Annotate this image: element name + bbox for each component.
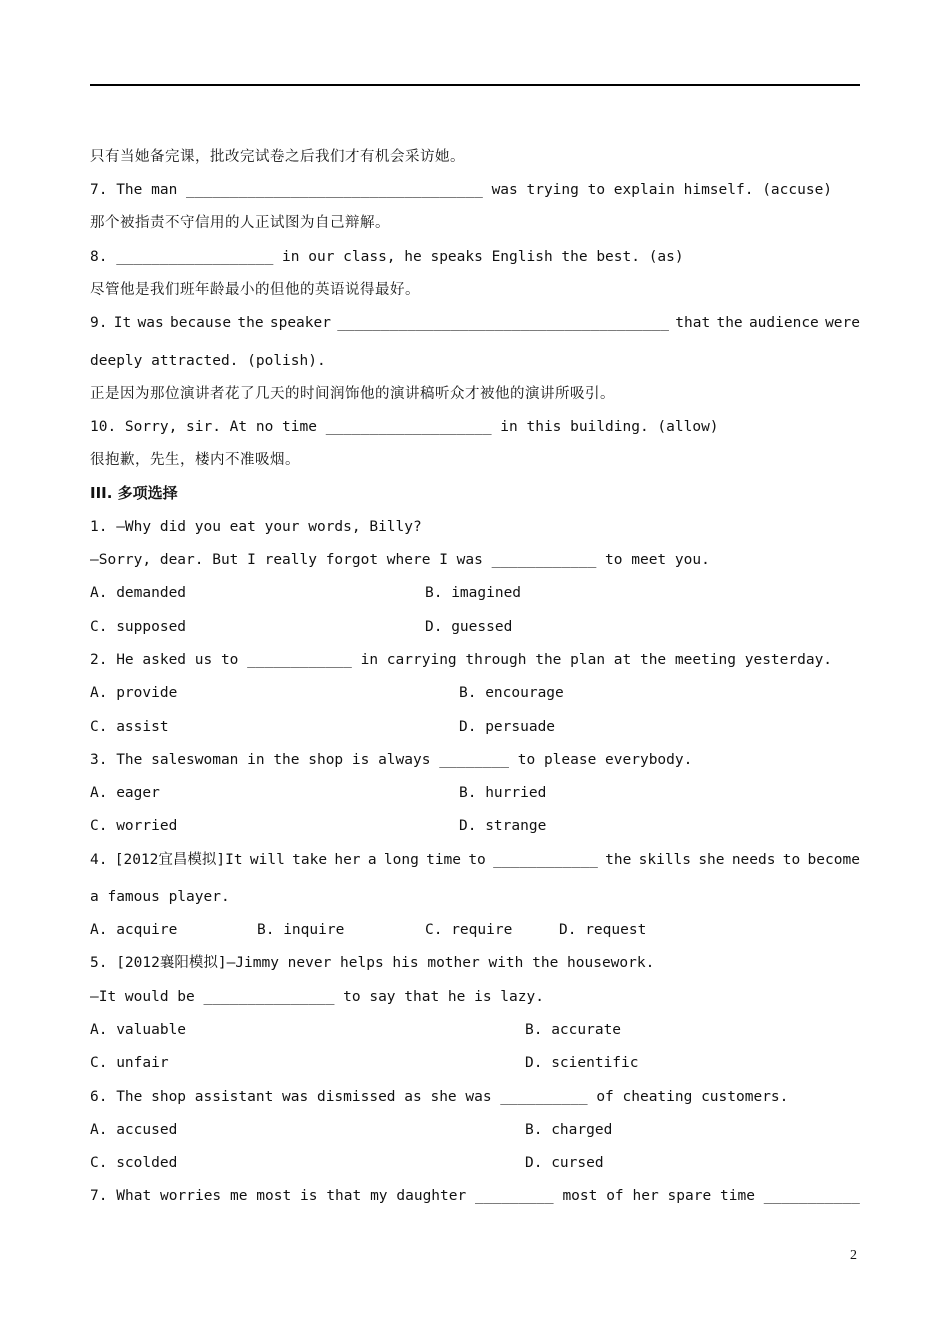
translation-line-8: 尽管他是我们班年龄最小的但他的英语说得最好。 [90,282,420,298]
translation-line-7: 那个被指责不守信用的人正试图为自己辩解。 [90,215,390,231]
q1-option-d: D. guessed [425,619,513,635]
translation-line-10: 很抱歉，先生，楼内不准吸烟。 [90,452,300,468]
q3-option-d: D. strange [459,818,547,834]
q3-option-a: A. eager [90,785,160,801]
q4-option-c: C. require [425,922,513,938]
q2-option-b: B. encourage [459,685,564,701]
q6-option-c: C. scolded [90,1155,178,1171]
exercise-8: 8. __________________ in our class, he speaks English the best. (as) [90,249,684,265]
q5-option-d: D. scientific [525,1055,639,1071]
question-2: 2. He asked us to ____________ in carrying through the plan at the meeting yesterday. [90,652,833,668]
q5-option-c: C. unfair [90,1055,169,1071]
q3-option-c: C. worried [90,818,178,834]
question-3: 3. The saleswoman in the shop is always ________ to please everybody. [90,752,693,768]
q1-option-c: C. supposed [90,619,187,635]
header-rule [90,84,860,86]
q1-option-a: A. demanded [90,585,187,601]
q2-option-d: D. persuade [459,719,556,735]
question-7: 7. What worries me most is that my daughter _________ most of her spare time ___________ [90,1188,860,1204]
q4-option-d: D. request [559,922,647,938]
q2-option-a: A. provide [90,685,178,701]
question-1-line-2: —Sorry, dear. But I really forgot where I was ____________ to meet you. [90,552,710,568]
question-4-continued: a famous player. [90,889,230,905]
q5-option-b: B. accurate [525,1022,622,1038]
exercise-9-continued: deeply attracted. (polish). [90,353,326,369]
q3-option-b: B. hurried [459,785,547,801]
question-1-line-1: 1. —Why did you eat your words, Billy? [90,519,422,535]
section-heading: III. 多项选择 [90,484,178,502]
q2-option-c: C. assist [90,719,169,735]
q6-option-b: B. charged [525,1122,613,1138]
page-number: 2 [850,1248,857,1263]
question-5-line-1: 5. [2012襄阳模拟]—Jimmy never helps his mother with the housework. [90,955,655,971]
q4-option-b: B. inquire [257,922,345,938]
q5-option-a: A. valuable [90,1022,187,1038]
question-6: 6. The shop assistant was dismissed as she was __________ of cheating customers. [90,1089,789,1105]
q6-option-d: D. cursed [525,1155,604,1171]
q6-option-a: A. accused [90,1122,178,1138]
q4-option-a: A. acquire [90,922,178,938]
translation-line-9: 正是因为那位演讲者花了几天的时间润饰他的演讲稿听众才被他的演讲所吸引。 [90,386,615,402]
q1-option-b: B. imagined [425,585,522,601]
exercise-10: 10. Sorry, sir. At no time ___________________ in this building. (allow) [90,419,719,435]
exercise-7: 7. The man __________________________________ was trying to explain himself. (accuse) [90,182,833,198]
question-5-line-2: —It would be _______________ to say that he is lazy. [90,989,544,1005]
exercise-9: 9. It was because the speaker ______________________________________ that the audience were [90,315,860,331]
translation-line-6: 只有当她备完课，批改完试卷之后我们才有机会采访她。 [90,149,465,165]
question-4: 4. [2012宜昌模拟]It will take her a long time to ____________ the skills she needs to become [90,852,860,868]
